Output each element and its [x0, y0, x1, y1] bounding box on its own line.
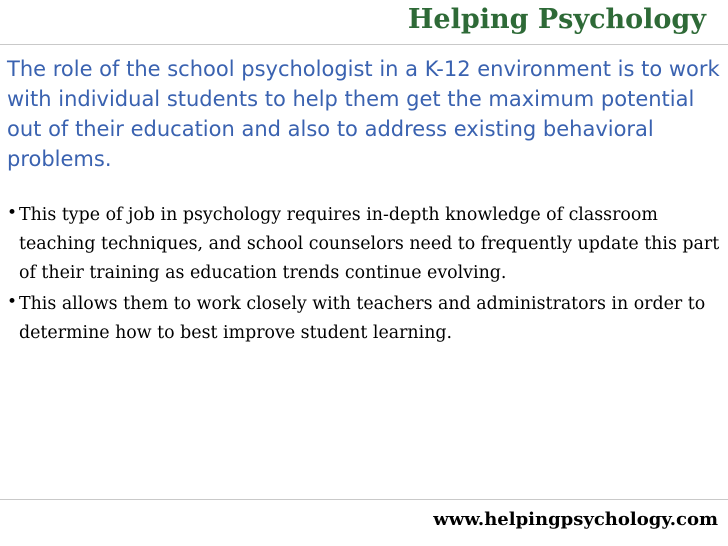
- bullet-item: [7, 290, 725, 348]
- bullet-text: This type of job in psychology requires in-depth knowledge of classroom teaching techniques, and school counselors need to frequently update this part of their training as education trends continue evolving.: [19, 205, 720, 283]
- bullet-dot-icon: •: [7, 292, 18, 312]
- bullet-text: This allows them to work closely with teachers and administrators in order to determine how to best improve student learning.: [19, 294, 706, 343]
- footer-divider: [0, 499, 728, 500]
- header-divider: [0, 44, 728, 45]
- bullet-dot-icon: •: [7, 203, 18, 223]
- bullet-list: [7, 201, 725, 350]
- bullet-item: [7, 201, 725, 288]
- site-logo: Helping Psychology: [407, 4, 706, 35]
- footer-url: www.helpingpsychology.com: [433, 509, 718, 530]
- intro-paragraph: The role of the school psychologist in a K-12 environment is to work with individual students to help them get the maximum potential out of their education and also to address existing behavioral problems.: [7, 57, 720, 171]
